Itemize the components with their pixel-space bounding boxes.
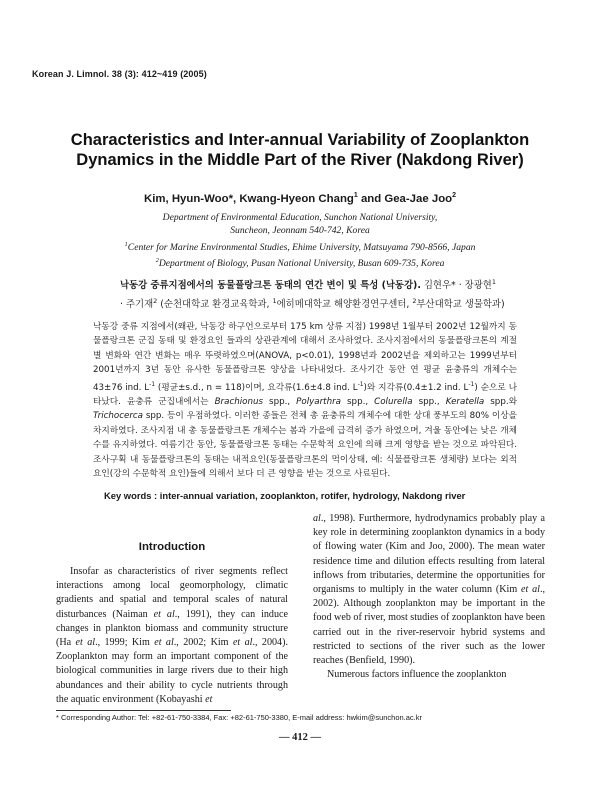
paper-title-line-2: Dynamics in the Middle Part of the River (Nakdong River) xyxy=(76,151,524,169)
korean-affil-1: (순천대학교 환경교육학과, xyxy=(157,298,273,310)
species-keratella: Keratella xyxy=(445,396,485,407)
korean-title: 낙동강 중류지점에서의 동물플랑크톤 동태의 연간 변이 및 특성 (낙동강). xyxy=(120,280,421,292)
paper-title-line-1: Characteristics and Inter-annual Variability of Zooplankton xyxy=(70,131,530,149)
intro-text-4: ., 2002; Kim xyxy=(173,637,233,649)
affiliation-sup-2: 2 xyxy=(155,257,159,265)
korean-sup-2: 2 xyxy=(153,296,158,305)
author-names-1: Kim, Hyun-Woo*, Kwang-Hyeon Chang xyxy=(143,192,354,205)
right-text-1: ., 1998). Furthermore, hydrodynamics probably play a key role in determining zooplankton dynamics in a body of flowing water (Kim and Joo, 2000). The mean water residence time and dilution effects resulting from lateral inflows from tributaries, determine the opportunities for organisms to multiply in the water column (Kim xyxy=(313,513,545,596)
et-al-4: et al xyxy=(232,637,253,649)
al-cont: al xyxy=(313,513,321,524)
korean-author-3: · 주기재 xyxy=(120,298,154,310)
keywords: Key words : inter-annual variation, zooplankton, rotifer, hydrology, Nakdong river xyxy=(104,490,466,501)
affiliation-line-3 xyxy=(40,238,560,255)
affiliation-line-4 xyxy=(40,254,560,271)
et-al-2: et al xyxy=(75,637,96,649)
species-polyarthra: Polyarthra xyxy=(296,396,341,407)
corresponding-author-footnote: * Corresponding Author: Tel: +82-61-750-3384, Fax: +82-61-750-3380, E-mail address: hwkim@sunchon.ac.kr xyxy=(56,713,423,722)
abstract-text-2: (평균±s.d., n = 118)이며, 요각류(1.6±4.8 ind. L xyxy=(155,382,358,393)
abstract-text-3: )와 지각류(0.4±1.2 ind. L xyxy=(363,382,469,393)
intro-text-3: ., 1999; Kim xyxy=(95,637,155,649)
abstract-text-6: spp., xyxy=(340,396,375,407)
affiliations xyxy=(40,211,560,271)
left-column xyxy=(56,565,288,707)
species-brachionus: Brachionus xyxy=(214,396,263,407)
abstract-sup-1: -1 xyxy=(149,380,156,388)
intro-text-1: Insofar as characteristics of river segments reflect interactions among local geomorphology, climatic gradients and spatial and temporal scales of natural disturbances (Naiman xyxy=(56,566,288,620)
author-sup-1: 1 xyxy=(353,192,358,199)
et-al-1: et al xyxy=(153,608,175,620)
et-al-5: et xyxy=(205,693,213,705)
affiliation-line-2: Suncheon, Jeonnam 540-742, Korea xyxy=(230,225,370,237)
intro-text-2: ., 1991), they can induce changes in plankton biomass and community structure (Ha xyxy=(56,608,288,649)
affiliation-line-1: Department of Environmental Education, Sunchon National University, xyxy=(162,212,438,223)
korean-affil-3: 부산대학교 생물학과) xyxy=(416,298,505,310)
korean-abstract xyxy=(93,320,517,481)
korean-sup-4: 2 xyxy=(412,296,417,305)
author-sup-2: 2 xyxy=(452,192,457,199)
korean-authors: 김현우* · 장광현 xyxy=(420,280,492,292)
affiliation-text-3: Center for Marine Environmental Studies, Ehime University, Matsuyama 790-8566, Japan xyxy=(127,242,476,253)
et-al-6: et al xyxy=(521,584,540,596)
species-colurella: Colurella xyxy=(374,396,413,407)
abstract-text-1: 낙동강 중류 지점에서(왜관, 낙동강 하구언으로부터 175 km 상류 지점) 1998년 1월부터 2002년 12월까지 동물플랑크톤 군집 동태 및 환경요인 들과의 상관관계에 대해서 조사하였다. 조사지점에서의 동물플랑크톤의 계절별 변화와 연간 변화는 매우 뚜렷하였으며(ANOVA, p<0.01), 1998년과 2002년을 제외하고는 1999년부터 2001년까지 3년 동안 유사한 동물플랑크톤 양상을 나타내었다. 조사기간 동안 연 평균 윤충류의 개체수는 43±76 ind. L xyxy=(93,322,517,393)
abstract-sup-3: -1 xyxy=(468,380,475,388)
affiliation-sup-1: 1 xyxy=(124,240,128,248)
intro-paragraph-1-cont xyxy=(313,512,545,668)
abstract-text-7: spp., xyxy=(412,396,446,407)
abstract-text-9: spp. 등이 우점하였다. 이러한 종들은 전체 총 윤충류의 개체수에 대한 상대 풍부도의 80% 이상을 차지하였다. 조사지점 내 총 동물플랑크톤 개체수는 봄과 가을에 급격히 증가 하였으며, 겨울 동안에는 낮은 개체수를 유지하였다. 여름기간 동안, 동물플랑크톤 동태는 수문학적 요인에 의해 크게 영향을 받는 것으로 파악된다. 조사구획 내 동물플랑크톤의 동태는 내적요인(동물플랑크톤의 먹이상태, 예: 식물플랑크톤 생체량) 보다는 외적 요인(강의 수문학적 요인)들에 의해서 보다 더 큰 영향을 받는 것으로 사료된다. xyxy=(93,411,517,479)
korean-sup-3: 1 xyxy=(272,296,277,305)
right-column xyxy=(313,512,545,682)
right-text-2: ., 2002). Although zooplankton may be important in the food web of river, most studies of zooplankton have been carried out in the river-reservoir hybrid systems and restricted to sections of the river such as the lower reaches (Benfield, 1990). xyxy=(313,584,545,667)
abstract-text-5: spp., xyxy=(263,396,297,407)
species-trichocerca: Trichocerca xyxy=(93,411,144,422)
korean-sup-1: 1 xyxy=(491,278,496,286)
intro-paragraph-2: Numerous factors influence the zooplankton xyxy=(327,669,507,681)
author-names-2: and Gea-Jae Joo xyxy=(357,192,453,205)
author-list xyxy=(40,189,560,206)
abstract-text-4: ) 순으로 나타났다. 윤충류 군집내에서는 xyxy=(93,382,517,407)
footnote-divider xyxy=(56,710,231,711)
intro-paragraph-1 xyxy=(56,565,288,707)
korean-affil-2: 에히메대학교 해양환경연구센터, xyxy=(276,298,413,310)
abstract-sup-2: -1 xyxy=(357,380,364,388)
introduction-heading: Introduction xyxy=(138,541,206,553)
korean-title-block xyxy=(120,275,512,312)
paper-title xyxy=(40,130,560,170)
journal-reference: Korean J. Limnol. 38 (3): 412~419 (2005) xyxy=(32,69,207,79)
et-al-3: et al xyxy=(154,637,174,649)
page-number: — 412 — xyxy=(279,732,321,743)
intro-text-5: ., 2004). Zooplankton may form an important component of the biological communities in large rivers due to their high abundances and their ability to cycle nutrients through the aquatic environment (Kobayashi xyxy=(56,637,288,705)
abstract-text-8: spp.와 xyxy=(484,396,517,407)
affiliation-text-4: Department of Biology, Pusan National University, Busan 609-735, Korea xyxy=(158,258,445,270)
